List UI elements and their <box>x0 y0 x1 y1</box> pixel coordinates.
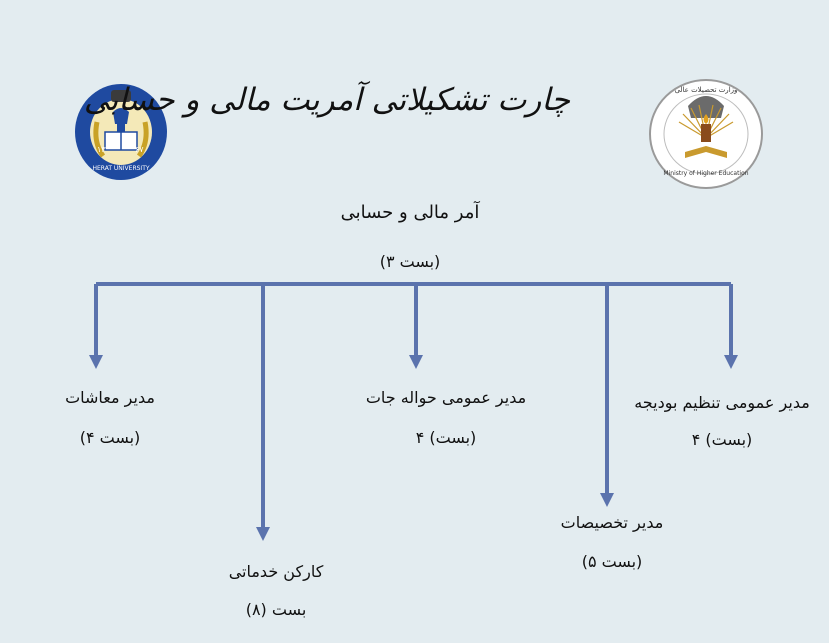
chart-title: چارت تشکیلاتی آمریت مالی و حسابی <box>83 82 570 118</box>
top-node-rank: (بست ۳) <box>379 252 441 271</box>
node-salaries-name: مدیر معاشات <box>65 388 155 407</box>
svg-text:۶۷: ۶۷ <box>135 145 144 154</box>
node-budget-rank: (بست) ۴ <box>691 430 753 449</box>
top-node-name: آمر مالی و حسابی <box>340 202 480 223</box>
node-services-name: کارکن خدماتی <box>228 562 324 581</box>
node-budget-name: مدیر عمومی تنظیم بودیجه <box>634 393 810 412</box>
node-services-rank: بست (۸) <box>245 600 307 619</box>
node-remittances-name: مدیر عمومی حواله جات <box>365 388 527 407</box>
node-allocations-name: مدیر تخصیصات <box>560 513 664 532</box>
node-salaries-rank: (بست ۴) <box>79 428 141 447</box>
ministry-label-english: Ministry of Higher Education <box>663 170 749 177</box>
svg-text:۱۳: ۱۳ <box>97 145 106 154</box>
node-allocations-rank: (بست ۵) <box>581 552 643 571</box>
ministry-higher-education-logo <box>647 78 765 190</box>
ministry-label-persian: وزارت تحصیلات عالی <box>674 86 738 94</box>
herat-university-label: HERAT UNIVERSITY <box>92 165 150 172</box>
node-remittances-rank: (بست) ۴ <box>415 428 477 447</box>
